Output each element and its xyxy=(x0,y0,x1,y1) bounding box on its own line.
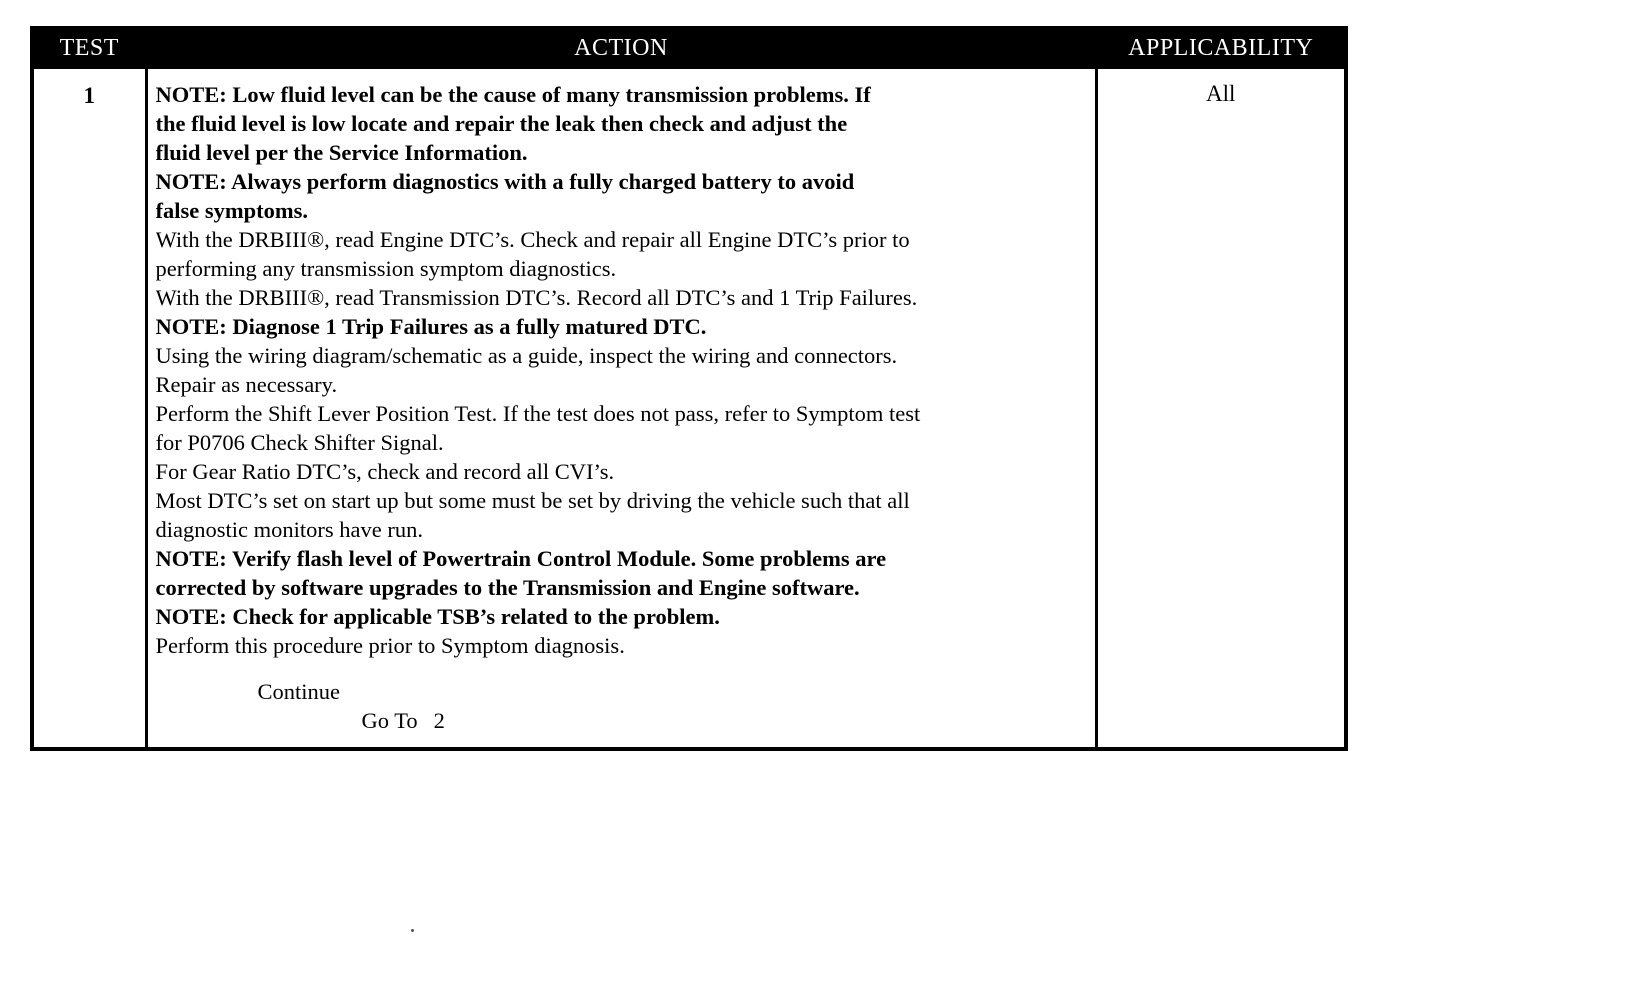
action-cell xyxy=(146,68,1096,750)
goto-target: 2 xyxy=(433,708,445,733)
goto-label: Go To xyxy=(361,708,418,733)
goto-instruction xyxy=(156,706,1089,735)
action-text-line: Perform this procedure prior to Symptom diagnosis. xyxy=(155,633,625,658)
header-test: TEST xyxy=(32,28,146,68)
action-note-line: NOTE: Low fluid level can be the cause of many transmission problems. If xyxy=(155,82,871,107)
action-text-line: Repair as necessary. xyxy=(155,372,338,397)
action-text-line: With the DRBIII®, read Engine DTC’s. Check and repair all Engine DTC’s prior to xyxy=(155,227,910,252)
diagnostic-test-table xyxy=(30,26,1348,751)
action-text-line: Using the wiring diagram/schematic as a guide, inspect the wiring and connectors. xyxy=(155,343,898,368)
action-text-line: For Gear Ratio DTC’s, check and record all CVI’s. xyxy=(155,459,615,484)
continue-label: Continue xyxy=(257,679,340,704)
action-note-line: the fluid level is low locate and repair the leak then check and adjust the xyxy=(155,111,848,136)
table-row xyxy=(32,68,1346,750)
action-note-line: NOTE: Always perform diagnostics with a fully charged battery to avoid xyxy=(155,169,855,194)
action-note-line: corrected by software upgrades to the Transmission and Engine software. xyxy=(155,575,860,600)
header-applicability: APPLICABILITY xyxy=(1096,28,1346,68)
action-text-line: performing any transmission symptom diagnostics. xyxy=(155,256,617,281)
action-text-line: With the DRBIII®, read Transmission DTC’s. Record all DTC’s and 1 Trip Failures. xyxy=(155,285,918,310)
action-text-block xyxy=(156,80,1089,660)
action-note-line: false symptoms. xyxy=(155,198,308,223)
action-text-line: Perform the Shift Lever Position Test. If the test does not pass, refer to Symptom test xyxy=(155,401,921,426)
scan-speck xyxy=(411,929,414,932)
action-note-line: NOTE: Check for applicable TSB’s related to the problem. xyxy=(155,604,720,629)
action-text-line: for P0706 Check Shifter Signal. xyxy=(155,430,444,455)
header-action: ACTION xyxy=(146,28,1096,68)
action-text-line: diagnostic monitors have run. xyxy=(155,517,423,542)
test-number: 1 xyxy=(32,68,146,750)
action-note-line: NOTE: Diagnose 1 Trip Failures as a fully matured DTC. xyxy=(155,314,707,339)
action-text-line: Most DTC’s set on start up but some must be set by driving the vehicle such that all xyxy=(155,488,910,513)
action-note-line: fluid level per the Service Information. xyxy=(155,140,528,165)
table-header-row xyxy=(32,28,1346,68)
action-note-line: NOTE: Verify flash level of Powertrain Control Module. Some problems are xyxy=(155,546,887,571)
applicability-value: All xyxy=(1096,68,1346,750)
